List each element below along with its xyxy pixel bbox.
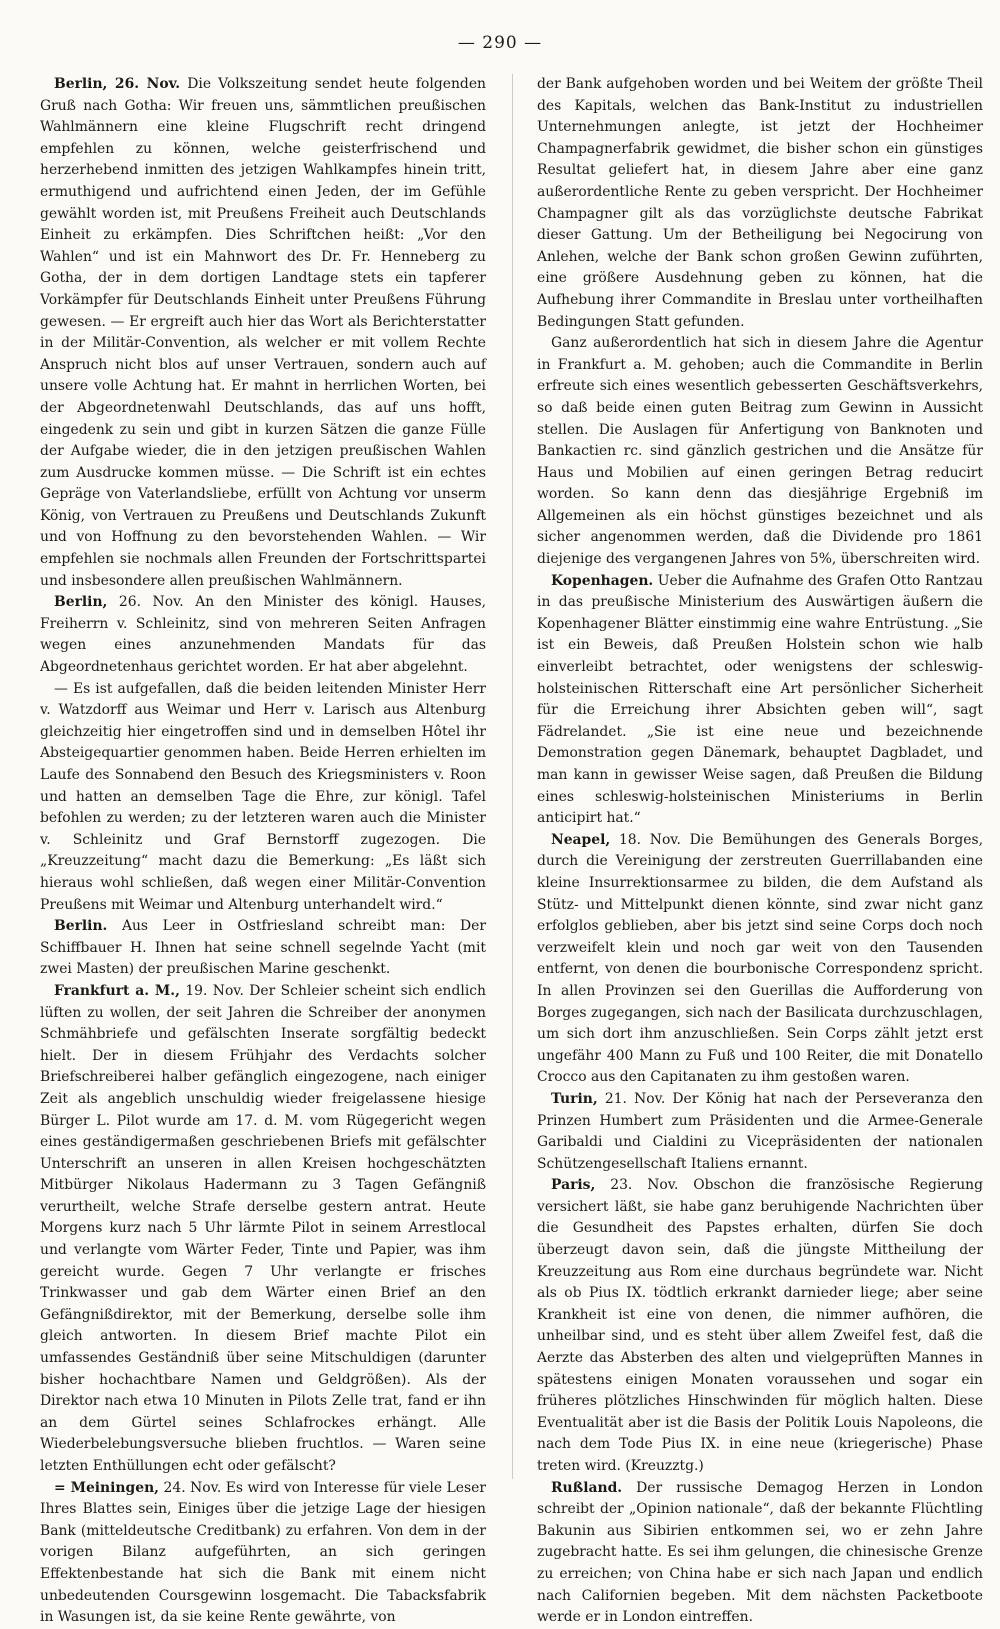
article-text: Ganz außerordentlich hat sich in diesem Jahre die Agentur in Frankfurt a. M. gehoben; auch die Commandite in Berlin erfreute sich eines wesentlich gebesserten Geschäftsverkehrs, so daß beide einen guten Beitrag zum Gewinn in Aussicht stellen. Die Auslagen für Anfertigung von Banknoten und Bankactien rc. sind gänzlich gestrichen und die Ansätze für Haus und Mobilien auf einen geringen Betrag reducirt worden. So kann denn das diesjährige Ergebniß im Allgemeinen als ein höchst günstiges bezeichnet und als sicher angenommen werden, daß die Dividende pro 1861 diejenige des vergangenen Jahres von 5%, überschreiten wird.	[537, 335, 983, 568]
article-paragraph	[40, 981, 486, 1478]
article-paragraph	[40, 1478, 486, 1629]
article-dateline: = Meiningen,	[54, 1479, 160, 1496]
article-text: Der russische Demagog Herzen in London schreibt der „Opinion nationale“, daß der bekannte Flüchtling Bakunin aus Sibirien entkommen sei, wo er zehn Jahre zugebracht hatte. Es sei ihm gelungen, die chinesische Grenze zu erreichen; von China habe er sich nach Japan und endlich nach Californien begeben. Mit dem nächsten Packetboote werde er in London eintreffen.	[537, 1479, 983, 1626]
article-paragraph	[537, 333, 983, 571]
article-text: Ueber die Aufnahme des Grafen Otto Rantzau in das preußische Ministerium des Auswärtigen äußern die Kopenhagener Blätter einstimmig eine wahre Entrüstung. „Sie ist ein Beweis, daß Preußen Holstein schon wie halb einverleibt betrachtet, oder wenigstens der schleswig-holsteinischen Ritterschaft eine Art persönlicher Sicherheit für die Erreichung ihrer Absichten geben will“, sagt Fädrelandet. „Sie ist eine neue und bezeichnende Demonstration gegen Dänemark, behauptet Dagbladet, und man kann in gewisser Weise sagen, daß Preußen die Bildung eines schleswig-holsteinischen Ministeriums in Berlin anticipirt hat.“	[537, 572, 983, 827]
article-dateline: Paris,	[551, 1177, 596, 1194]
article-text: Aus Leer in Ostfriesland schreibt man: Der Schiffbauer H. Ihnen hat seine schnell segelnde Yacht (mit zwei Masten) der preußischen Marine geschenkt.	[40, 918, 486, 978]
article-paragraph	[40, 916, 486, 981]
article-paragraph	[40, 74, 486, 592]
column-divider	[512, 74, 513, 1479]
article-dateline: Berlin, 26. Nov.	[54, 76, 181, 92]
page-number: — 290 —	[457, 33, 543, 53]
article-paragraph	[40, 679, 486, 917]
left-column	[40, 74, 486, 1629]
article-text: 21. Nov. Der König hat nach der Perseveranza den Prinzen Humbert zum Präsidenten und die Armee-Generale Garibaldi und Cialdini zu Vicepräsidenten der nationalen Schützengesellschaft Italiens ernannt.	[537, 1090, 983, 1172]
article-text: 24. Nov. Es wird von Interesse für viele Leser Ihres Blattes sein, Einiges über die jetzige Lage der hiesigen Bank (mitteldeutsche Creditbank) zu erfahren. Von dem in der vorigen Bilanz aufgeführten, an sich geringen Effektenbestande hat sich die Bank mit einem nicht unbedeutenden Coursgewinn losgemacht. Die Tabacksfabrik in Wasungen ist, da sie keine Rente gewährte, von	[40, 1479, 486, 1626]
article-paragraph	[537, 1478, 983, 1629]
article-text: der Bank aufgehoben worden und bei Weitem der größte Theil des Kapitals, welchen das Bank-Institut zu industriellen Unternehmungen anlegte, ist jetzt der Hochheimer Champagnerfabrik gewidmet, die bisher schon ein günstiges Resultat geliefert hat, in diesem Jahre aber eine ganz außerordentliche Rente zu geben verspricht. Der Hochheimer Champagner gilt als das vorzüglichste deutsche Fabrikat dieser Gattung. Um der Betheiligung bei Negocirung von Anlehen, welche der Bank schon großen Gewinn zuführten, eine größere Ausdehnung geben zu können, hat die Aufhebung ihrer Commandite in Breslau unter vortheilhaften Bedingungen Statt gefunden.	[537, 76, 983, 330]
article-paragraph	[537, 1175, 983, 1477]
article-dateline: Berlin.	[54, 918, 108, 935]
article-paragraph	[40, 592, 486, 678]
article-text: 19. Nov. Der Schleier scheint sich endlich lüften zu wollen, der seit Jahren die Schreiber der anonymen Schmähbriefe und gefälschten Inserate sorgfältig bedeckt hielt. Der in diesem Frühjahr des Verdachts solcher Briefschreiberei halber gefänglich eingezogene, nach einiger Zeit als angeblich unschuldig wieder freigelassene hiesige Bürger L. Pilot wurde am 17. d. M. vom Rügegericht wegen eines geständigermaßen geschriebenen Briefs mit gefälschter Unterschrift an unseren in allen Kreisen hochgeschätzten Mitbürger Nikolaus Hadermann zu 3 Tagen Gefängniß verurtheilt, welche Strafe derselbe gestern antrat. Heute Morgens kurz nach 5 Uhr lärmte Pilot in seinem Arrestlocal und verlangte vom Wärter Feder, Tinte und Papier, was ihm gereicht wurde. Gegen 7 Uhr verlangte er frisches Trinkwasser und gab dem Wärter einen Brief an den Gefängnißdirektor, mit der Bemerkung, derselbe solle ihm gleich antworten. In diesem Brief machte Pilot ein umfassendes Geständniß über seine Mitschuldigen (darunter bisher hochachtbare Namen und Geldgrößen). Als der Direktor nach etwa 10 Minuten in Pilots Zelle trat, fand er ihn an dem Gürtel seines Schlafrockes erhängt. Alle Wiederbelebungsversuche blieben fruchtlos. — Waren seine letzten Enthüllungen echt oder gefälscht?	[40, 982, 486, 1474]
article-text: 23. Nov. Obschon die französische Regierung versichert läßt, sie habe ganz beruhigende Nachrichten über die Gesundheit des Papstes erhalten, dürfen Sie doch überzeugt davon sein, daß die jüngste Mittheilung der Kreuzzeitung aus Rom eine durchaus begründete war. Nicht als ob Pius IX. tödtlich erkrankt darnieder liege; aber seine Krankheit ist eine von denen, die nimmer aufhören, die unheilbar sind, und es steht über allem Zweifel fest, daß die Aerzte das Absterben des alten und vielgeprüften Mannes in spätestens einigen Monaten voraussehen und sogar ein früheres plötzliches Hinschwinden für möglich halten. Diese Eventualität aber ist die Basis der Politik Louis Napoleons, die nach dem Tode Pius IX. in eine neue (kriegerische) Phase treten wird. (Kreuzztg.)	[537, 1177, 983, 1474]
article-dateline: Neapel,	[551, 831, 611, 848]
article-dateline: Kopenhagen.	[551, 572, 654, 589]
article-text: Die Volkszeitung sendet heute folgenden Gruß nach Gotha: Wir freuen uns, sämmtlichen preußischen Wahlmännern eine kleine Flugschrift recht dringend empfehlen zu können, welche geisterfrischend und herzerhebend inmitten des jetzigen Wahlkampfes hinein tritt, ermuthigend und aufrichtend einen Jeden, der im Gefühle gewählt worden ist, mit Preußens Freiheit auch Deutschlands Einheit zu erkämpfen. Dies Schriftchen heißt: „Vor den Wahlen“ und ist ein Mahnwort des Dr. Fr. Henneberg zu Gotha, der in dem dortigen Landtage stets ein tapferer Vorkämpfer für Deutschlands Einheit unter Preußens Führung gewesen. — Er ergreift auch hier das Wort als Berichterstatter in der Militär-Convention, als welcher er mit vollem Rechte Anspruch nicht blos auf unser Vertrauen, sondern auch auf unsere volle Achtung hat. Er mahnt in herrlichen Worten, bei der Abgeordnetenwahl Deutschlands, das auf uns hofft, eingedenk zu sein und gibt in kurzen Sätzen die ganze Fülle der Aufgabe wieder, die in den jetzigen preußischen Wahlen zum Ausdrucke kommen müsse. — Die Schrift ist ein echtes Gepräge von Vaterlandsliebe, erfüllt von Achtung vor unserm König, von Vertrauen zu Preußens und Deutschlands Zukunft und von Hoffnung zu den bevorstehenden Wahlen. — Wir empfehlen sie nochmals allen Freunden der Fortschrittspartei und insbesondere allen preußischen Wahlmännern.	[40, 76, 486, 589]
article-text: 26. Nov. An den Minister des königl. Hauses, Freiherrn v. Schleinitz, sind von mehreren Seiten Anfragen wegen eines anzunehmenden Mandats für das Abgeordnetenhaus gerichtet worden. Er hat aber abgelehnt.	[40, 594, 486, 676]
article-paragraph	[537, 830, 983, 1089]
article-paragraph	[537, 571, 983, 830]
article-dateline: Rußland.	[551, 1479, 623, 1496]
article-text: 18. Nov. Die Bemühungen des Generals Borges, durch die Vereinigung der zerstreuten Guerrillabanden eine kleine Insurrektionsarmee zu bilden, die dem Aufstand als Stütz- und Mittelpunkt dienen könnte, sind zwar nicht ganz erfolglos geblieben, aber bis jetzt sind seine Corps doch noch verzweifelt klein und noch gar weit von den Tausenden entfernt, von denen die bourbonische Correspondenz spricht. In allen Provinzen sei den Guerillas die Aufforderung von Borges zugegangen, sich nach der Basilicata durchzuschlagen, um sich dort ihm anzuschließen. Sein Corps zählt jetzt erst ungefähr 400 Mann zu Fuß und 100 Reiter, die mit Donatello Crocco aus den Capitanaten zu ihm gestoßen waren.	[537, 831, 983, 1086]
article-dateline: Turin,	[551, 1090, 598, 1107]
article-dateline: Frankfurt a. M.,	[54, 982, 180, 999]
right-column	[537, 74, 983, 1629]
article-dateline: Berlin,	[54, 594, 108, 611]
article-text: — Es ist aufgefallen, daß die beiden leitenden Minister Herr v. Watzdorff aus Weimar und Herr v. Larisch aus Altenburg gleichzeitig hier eingetroffen sind und in demselben Hôtel ihr Absteigequartier genommen haben. Beide Herren erhielten im Laufe des Sonnabend den Besuch des Kriegsministers v. Roon und hatten an demselben Tage die Ehre, zur königl. Tafel befohlen zu werden; zu der letzteren waren auch die Minister v. Schleinitz und Graf Bernstorff zugezogen. Die „Kreuzzeitung“ macht dazu die Bemerkung: „Es läßt sich hieraus wohl schließen, daß wegen einer Militär-Convention Preußens mit Weimar und Altenburg unterhandelt wird.“	[40, 680, 486, 913]
article-paragraph	[537, 74, 983, 333]
article-paragraph	[537, 1089, 983, 1175]
